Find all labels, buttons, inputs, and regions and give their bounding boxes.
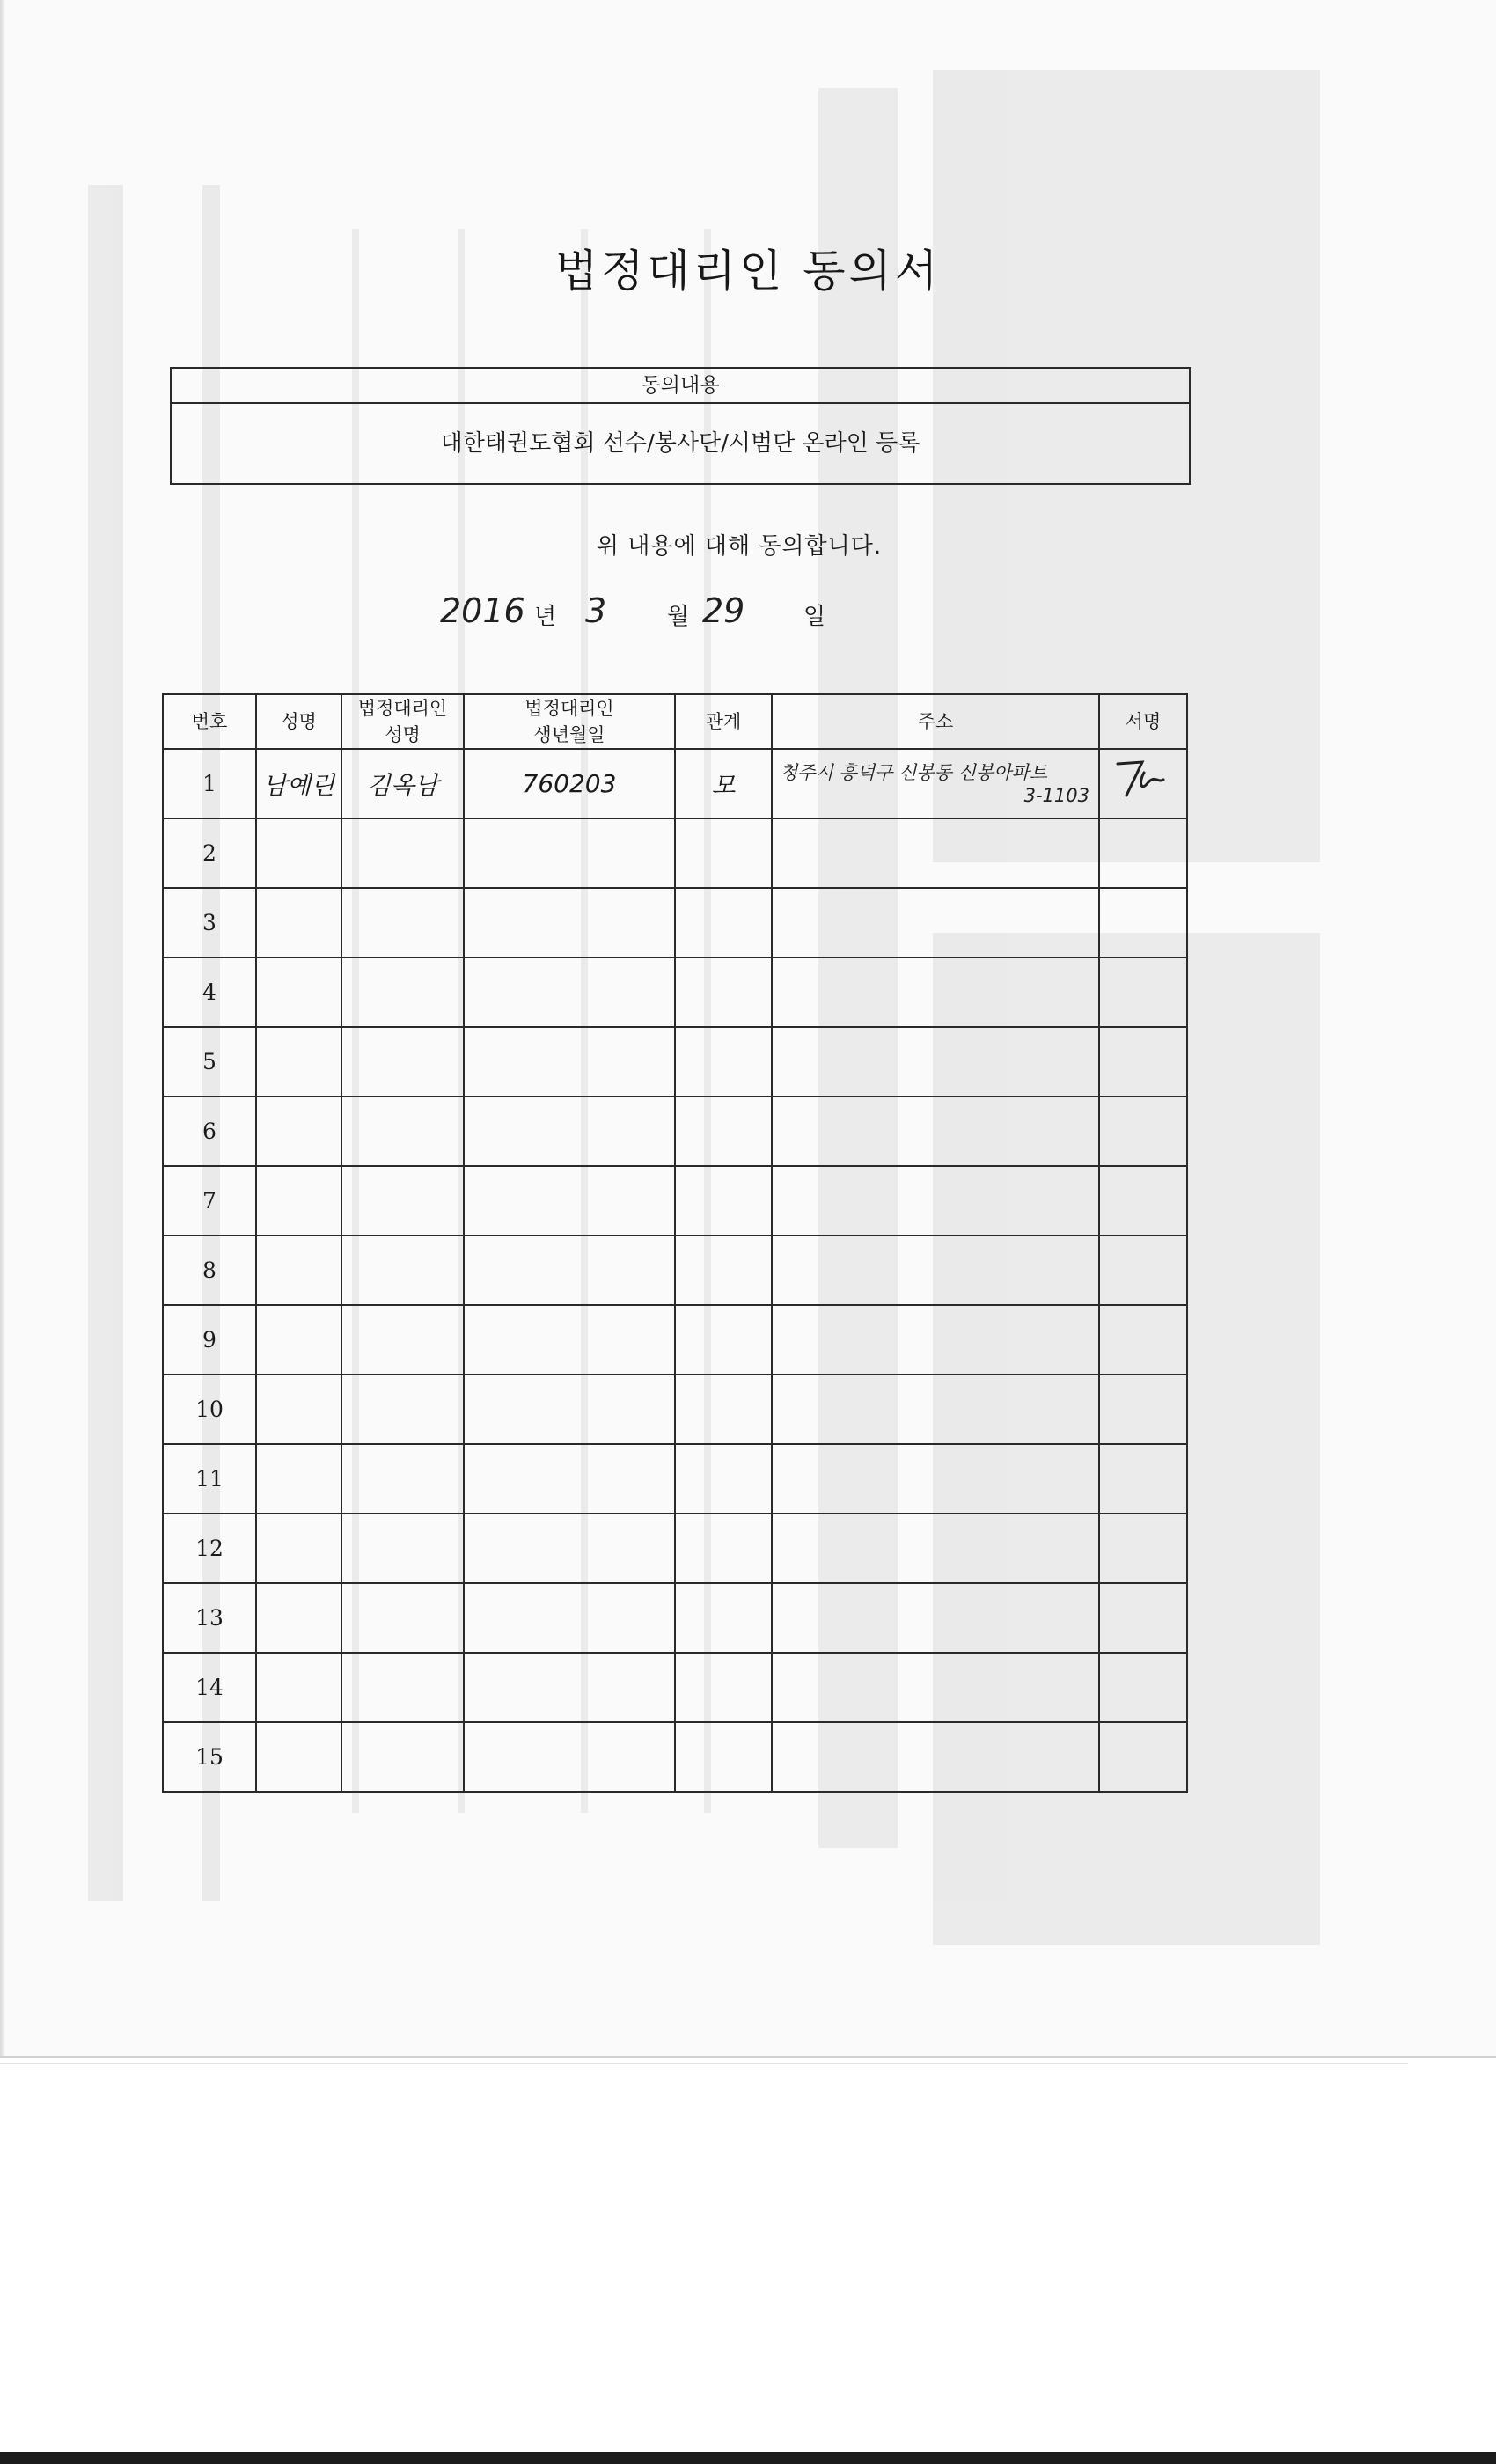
row-number: 4 xyxy=(163,957,256,1027)
header-guardian-birth-line2: 생년월일 xyxy=(533,724,605,745)
table-row xyxy=(163,1722,1187,1792)
header-guardian-name-line1: 법정대리인 xyxy=(357,698,448,719)
row-number: 14 xyxy=(163,1653,256,1722)
row-number: 12 xyxy=(163,1514,256,1583)
header-guardian-name xyxy=(341,694,464,749)
page-shadow xyxy=(0,0,5,2057)
row-number: 3 xyxy=(163,888,256,957)
row-number: 5 xyxy=(163,1027,256,1096)
table-row xyxy=(163,1514,1187,1583)
date-month: 3 xyxy=(585,591,607,630)
row-guardian-name: 김옥남 xyxy=(341,749,464,818)
row-address xyxy=(772,749,1099,818)
consent-content: 대한태권도협회 선수/봉사단/시범단 온라인 등록 xyxy=(440,430,920,457)
date-year: 2016 xyxy=(440,591,525,630)
header-guardian-birth-line1: 법정대리인 xyxy=(524,698,614,719)
table-row xyxy=(163,1583,1187,1653)
table-header-row xyxy=(163,694,1187,749)
header-signature: 서명 xyxy=(1099,694,1187,749)
row-number: 2 xyxy=(163,818,256,888)
table-row xyxy=(163,888,1187,957)
row-address-line2: 3-1103 xyxy=(1023,784,1089,806)
date-day-value xyxy=(702,591,773,635)
scan-bottom-bar xyxy=(0,2452,1496,2464)
row-number: 8 xyxy=(163,1236,256,1305)
date-year-label: 년 xyxy=(534,604,557,630)
row-number: 6 xyxy=(163,1096,256,1166)
row-name: 남예린 xyxy=(256,749,341,818)
handwritten-signature-icon xyxy=(1112,757,1174,801)
row-guardian-birth: 760203 xyxy=(464,749,675,818)
date-month-label: 월 xyxy=(667,604,690,630)
row-number: 10 xyxy=(163,1375,256,1444)
row-relation: 모 xyxy=(675,749,772,818)
guardian-table xyxy=(162,693,1188,1793)
table-row xyxy=(163,1236,1187,1305)
table-row xyxy=(163,1375,1187,1444)
row-number: 9 xyxy=(163,1305,256,1375)
row-address-line1: 청주시 흥덕구 신봉동 신봉아파트 xyxy=(780,761,1048,783)
row-signature xyxy=(1099,749,1187,818)
table-row xyxy=(163,818,1187,888)
row-number: 11 xyxy=(163,1444,256,1514)
table-row xyxy=(163,1305,1187,1375)
table-row xyxy=(163,1027,1187,1096)
row-number: 7 xyxy=(163,1166,256,1236)
row-number: 15 xyxy=(163,1722,256,1792)
header-address: 주소 xyxy=(772,694,1099,749)
page-edge-secondary xyxy=(0,2063,1408,2064)
row-number: 1 xyxy=(163,749,256,818)
header-number: 번호 xyxy=(163,694,256,749)
consent-header: 동의내용 xyxy=(172,369,1189,404)
date-year-value xyxy=(440,591,537,635)
header-guardian-name-line2: 성명 xyxy=(385,724,421,745)
table-row xyxy=(163,957,1187,1027)
table-row xyxy=(163,1166,1187,1236)
table-row xyxy=(163,749,1187,818)
table-row xyxy=(163,1444,1187,1514)
date-day-label: 일 xyxy=(803,604,826,630)
table-row xyxy=(163,1653,1187,1722)
date-month-value xyxy=(585,591,629,635)
document-title: 법정대리인 동의서 xyxy=(554,246,942,297)
header-guardian-birth xyxy=(464,694,675,749)
page-edge xyxy=(0,2056,1496,2058)
header-relation: 관계 xyxy=(675,694,772,749)
row-number: 13 xyxy=(163,1583,256,1653)
table-row xyxy=(163,1096,1187,1166)
header-name: 성명 xyxy=(256,694,341,749)
date-day: 29 xyxy=(702,591,745,630)
consent-box xyxy=(170,367,1191,485)
agreement-statement: 위 내용에 대해 동의합니다. xyxy=(596,533,883,560)
